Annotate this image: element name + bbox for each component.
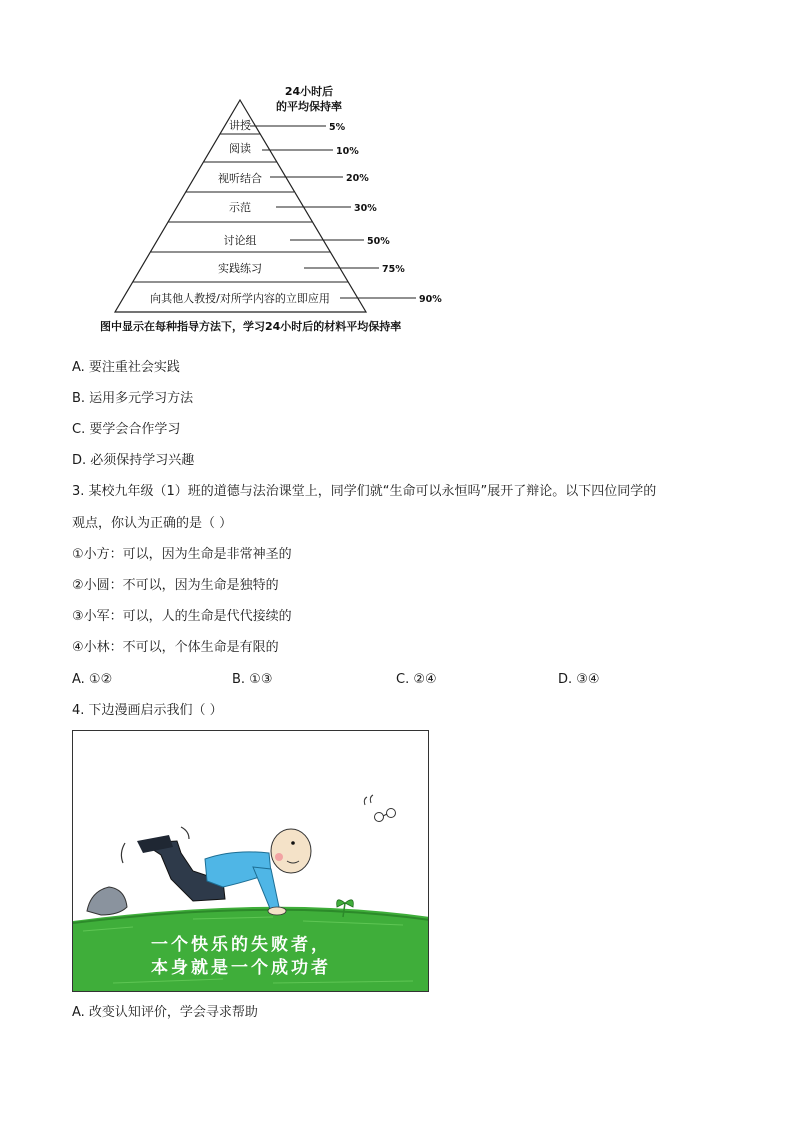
q3-stem-line1: 3. 某校九年级（1）班的道德与法治课堂上，同学们就“生命可以永恒吗”展开了辩论。以下四位同学的 xyxy=(72,484,657,499)
q3-option-c[interactable]: C. ②④ xyxy=(396,672,437,687)
comic-caption-line2: 本身就是一个成功者 xyxy=(151,958,331,978)
pyramid-level-label: 向其他人教授/对所学内容的立即应用 xyxy=(150,292,330,305)
rock xyxy=(87,887,127,915)
pyramid-level-label: 阅读 xyxy=(229,142,251,155)
motion-mark xyxy=(181,827,189,839)
pyramid-caption: 图中显示在每种指导方法下，学习24小时后的材料平均保持率 xyxy=(100,320,402,333)
q2-option-b[interactable]: B. 运用多元学习方法 xyxy=(72,391,194,406)
q3-option-b[interactable]: B. ①③ xyxy=(232,672,273,687)
pyramid-percent: 10% xyxy=(336,146,359,157)
q3-stem-line2: 观点，你认为正确的是（ ） xyxy=(72,516,233,531)
pyramid-level-label: 实践练习 xyxy=(218,262,262,275)
pyramid-percent: 5% xyxy=(329,122,346,133)
man-cheek xyxy=(275,853,283,861)
motion-mark xyxy=(364,797,367,805)
pyramid-header-line1: 24小时后 xyxy=(284,85,334,98)
pyramid-level-label: 讲授 xyxy=(229,119,251,132)
pyramid-percent: 20% xyxy=(346,173,369,184)
man-head xyxy=(271,829,311,873)
motion-mark xyxy=(121,843,125,863)
pyramid-header-line2: 的平均保持率 xyxy=(276,100,342,113)
pyramid-percent: 30% xyxy=(354,203,377,214)
sprout-leaf xyxy=(337,900,345,907)
pyramid-percent: 90% xyxy=(419,294,442,305)
pyramid-percent: 75% xyxy=(382,264,405,275)
q4-stem: 4. 下边漫画启示我们（ ） xyxy=(72,703,223,718)
q3-option-d[interactable]: D. ③④ xyxy=(558,672,600,687)
motion-mark xyxy=(370,795,373,803)
sprout-leaf xyxy=(345,900,353,907)
glasses-icon xyxy=(387,809,396,818)
pyramid-percent: 50% xyxy=(367,236,390,247)
pyramid-level-label: 示范 xyxy=(229,201,251,214)
q2-option-d[interactable]: D. 必须保持学习兴趣 xyxy=(72,453,195,468)
comic-caption-line1: 一个快乐的失败者， xyxy=(151,935,331,955)
q3-view-4: ④小林：不可以，个体生命是有限的 xyxy=(72,640,279,655)
q3-view-3: ③小军：可以，人的生命是代代接续的 xyxy=(72,609,292,624)
learning-pyramid-figure xyxy=(0,0,794,340)
comic-illustration xyxy=(72,730,429,992)
q3-option-a[interactable]: A. ①② xyxy=(72,672,113,687)
pyramid-level-label: 讨论组 xyxy=(223,234,257,247)
q4-option-a[interactable]: A. 改变认知评价，学会寻求帮助 xyxy=(72,1005,258,1020)
q2-option-c[interactable]: C. 要学会合作学习 xyxy=(72,422,181,437)
man-eye xyxy=(291,841,295,845)
q3-view-2: ②小圆：不可以，因为生命是独特的 xyxy=(72,578,279,593)
man-hand xyxy=(268,907,286,915)
q2-option-a[interactable]: A. 要注重社会实践 xyxy=(72,360,180,375)
pyramid-level-label: 视听结合 xyxy=(218,172,262,185)
glasses-icon xyxy=(375,813,384,822)
q3-view-1: ①小方：可以，因为生命是非常神圣的 xyxy=(72,547,292,562)
man-arm xyxy=(253,867,279,911)
glasses-bridge xyxy=(383,814,387,816)
